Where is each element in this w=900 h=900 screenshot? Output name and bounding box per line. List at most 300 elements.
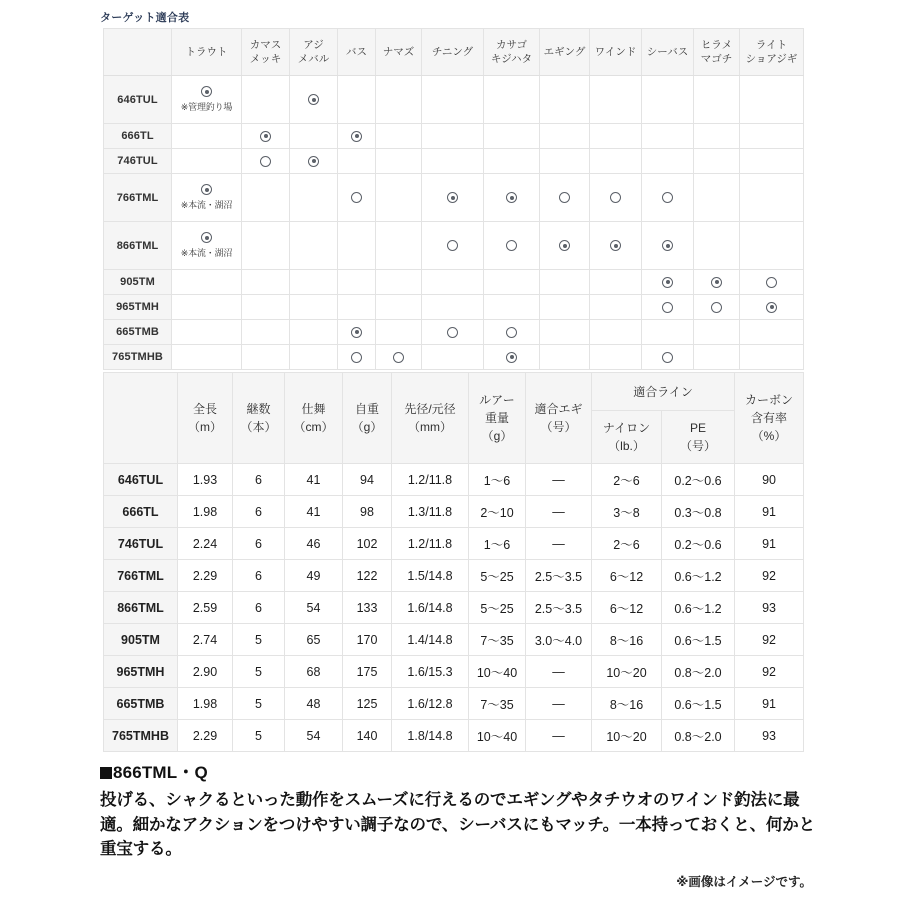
target-cell xyxy=(376,270,422,295)
target-row-model: 905TM xyxy=(104,270,172,295)
table-row xyxy=(104,320,804,345)
spec-col-collapsed-l1: 仕舞 xyxy=(301,402,326,416)
target-cell xyxy=(242,149,290,174)
spec-col-nylon-l2: （lb.） xyxy=(608,439,645,453)
spec-col-pieces xyxy=(233,373,285,464)
spec-cell-collapsed: 54 xyxy=(285,720,343,752)
description-title xyxy=(100,763,822,783)
spec-cell-length: 2.29 xyxy=(178,720,233,752)
spec-row-model: 866TML xyxy=(104,592,178,624)
table-row xyxy=(104,464,804,496)
double-circle-icon xyxy=(559,240,570,251)
target-cell xyxy=(422,345,484,370)
target-cell xyxy=(242,345,290,370)
spec-cell-carbon: 91 xyxy=(735,688,804,720)
circle-icon xyxy=(662,302,673,313)
spec-cell-egi: 2.5〜3.5 xyxy=(526,592,592,624)
spec-col-weight-l1: 自重 xyxy=(354,402,379,416)
spec-col-pe xyxy=(662,411,735,464)
table-row xyxy=(104,174,804,222)
target-col-label-line2: メッキ xyxy=(249,53,282,65)
spec-cell-nylon: 10〜20 xyxy=(592,656,662,688)
table-row xyxy=(104,624,804,656)
spec-cell-carbon: 92 xyxy=(735,624,804,656)
target-cell xyxy=(376,124,422,149)
table-row xyxy=(104,345,804,370)
target-cell xyxy=(242,76,290,124)
spec-cell-length: 1.98 xyxy=(178,496,233,528)
target-cell xyxy=(422,149,484,174)
target-cell xyxy=(740,76,804,124)
target-cell xyxy=(540,174,590,222)
target-cell xyxy=(290,222,338,270)
target-cell xyxy=(590,270,642,295)
target-cell xyxy=(484,295,540,320)
target-col-label-line1: チニング xyxy=(431,45,474,58)
table-row xyxy=(104,149,804,174)
target-cell-note: ※管理釣り場 xyxy=(180,102,233,112)
spec-cell-length: 2.24 xyxy=(178,528,233,560)
spec-cell-collapsed: 65 xyxy=(285,624,343,656)
target-cell xyxy=(338,295,376,320)
double-circle-icon xyxy=(201,86,212,97)
double-circle-icon xyxy=(766,302,777,313)
target-cell xyxy=(484,174,540,222)
target-cell xyxy=(338,270,376,295)
spec-col-lure-l1: ルアー xyxy=(479,393,515,407)
spec-table xyxy=(103,372,804,752)
target-col-5 xyxy=(376,29,422,76)
spec-cell-diameter: 1.6/14.8 xyxy=(392,592,469,624)
spec-cell-weight: 94 xyxy=(343,464,392,496)
spec-cell-collapsed: 49 xyxy=(285,560,343,592)
target-col-label-line1: ライト xyxy=(755,38,788,51)
spec-cell-diameter: 1.2/11.8 xyxy=(392,464,469,496)
spec-col-carbon-l3: （%） xyxy=(751,429,787,443)
spec-cell-length: 2.90 xyxy=(178,656,233,688)
spec-cell-weight: 98 xyxy=(343,496,392,528)
target-cell xyxy=(740,174,804,222)
target-cell xyxy=(422,270,484,295)
target-cell xyxy=(484,320,540,345)
spec-cell-length: 1.93 xyxy=(178,464,233,496)
target-row-model: 765TMHB xyxy=(104,345,172,370)
target-cell xyxy=(740,320,804,345)
target-cell xyxy=(290,270,338,295)
target-cell xyxy=(540,149,590,174)
double-circle-icon xyxy=(308,94,319,105)
target-cell xyxy=(694,124,740,149)
target-cell xyxy=(540,295,590,320)
target-cell xyxy=(484,76,540,124)
target-col-label-line1: カマス xyxy=(249,38,282,51)
spec-cell-lure: 10〜40 xyxy=(469,720,526,752)
table-row xyxy=(104,76,804,124)
spec-row-model: 665TMB xyxy=(104,688,178,720)
spec-col-pieces-l2: （本） xyxy=(240,420,277,434)
target-cell xyxy=(338,320,376,345)
spec-cell-weight: 133 xyxy=(343,592,392,624)
spec-row-model: 765TMHB xyxy=(104,720,178,752)
spec-cell-nylon: 2〜6 xyxy=(592,464,662,496)
target-cell xyxy=(290,124,338,149)
spec-col-line-group: 適合ライン xyxy=(592,373,735,411)
target-col-label-line1: ナマズ xyxy=(382,45,415,58)
spec-cell-nylon: 3〜8 xyxy=(592,496,662,528)
description-title-text: 866TML・Q xyxy=(113,763,208,782)
target-cell xyxy=(694,320,740,345)
double-circle-icon xyxy=(610,240,621,251)
spec-row-model: 666TL xyxy=(104,496,178,528)
spec-cell-diameter: 1.6/15.3 xyxy=(392,656,469,688)
target-cell xyxy=(172,295,242,320)
spec-header-row-1 xyxy=(104,373,804,411)
target-cell xyxy=(172,270,242,295)
double-circle-icon xyxy=(711,277,722,288)
spec-cell-pe: 0.6〜1.2 xyxy=(662,592,735,624)
target-row-model: 766TML xyxy=(104,174,172,222)
target-cell xyxy=(642,76,694,124)
description-block xyxy=(100,763,822,862)
target-cell xyxy=(540,222,590,270)
spec-cell-collapsed: 68 xyxy=(285,656,343,688)
target-row-model: 646TUL xyxy=(104,76,172,124)
target-header-row xyxy=(104,29,804,76)
table-row xyxy=(104,270,804,295)
spec-cell-weight: 125 xyxy=(343,688,392,720)
circle-icon xyxy=(766,277,777,288)
spec-cell-lure: 10〜40 xyxy=(469,656,526,688)
target-col-label-line1: トラウト xyxy=(185,45,228,58)
target-cell xyxy=(590,76,642,124)
spec-cell-pieces: 5 xyxy=(233,624,285,656)
target-col-7 xyxy=(484,29,540,76)
spec-cell-carbon: 91 xyxy=(735,496,804,528)
target-row-model: 746TUL xyxy=(104,149,172,174)
spec-cell-pieces: 6 xyxy=(233,592,285,624)
circle-icon xyxy=(711,302,722,313)
target-cell xyxy=(642,149,694,174)
spec-cell-length: 2.29 xyxy=(178,560,233,592)
spec-cell-weight: 175 xyxy=(343,656,392,688)
spec-table-head xyxy=(104,373,804,464)
target-cell xyxy=(338,222,376,270)
target-cell xyxy=(642,124,694,149)
spec-cell-pe: 0.8〜2.0 xyxy=(662,720,735,752)
target-cell xyxy=(540,270,590,295)
target-cell xyxy=(338,124,376,149)
spec-cell-weight: 102 xyxy=(343,528,392,560)
spec-cell-egi: 3.0〜4.0 xyxy=(526,624,592,656)
target-cell xyxy=(590,149,642,174)
spec-cell-egi: 2.5〜3.5 xyxy=(526,560,592,592)
target-col-label-line2: キジハタ xyxy=(490,53,533,65)
target-col-12 xyxy=(740,29,804,76)
target-cell xyxy=(540,124,590,149)
target-cell xyxy=(290,76,338,124)
table-row xyxy=(104,496,804,528)
spec-row-model: 746TUL xyxy=(104,528,178,560)
target-cell xyxy=(422,295,484,320)
target-cell xyxy=(694,345,740,370)
target-cell xyxy=(642,270,694,295)
target-col-label-line1: アジ xyxy=(303,38,324,51)
target-cell xyxy=(290,295,338,320)
target-cell xyxy=(484,222,540,270)
circle-icon xyxy=(610,192,621,203)
target-cell xyxy=(242,174,290,222)
spec-col-weight-l2: （g） xyxy=(351,420,383,434)
spec-col-egi xyxy=(526,373,592,464)
target-cell xyxy=(376,320,422,345)
spec-cell-nylon: 10〜20 xyxy=(592,720,662,752)
spec-cell-lure: 5〜25 xyxy=(469,592,526,624)
spec-col-lure-l2: 重量 xyxy=(484,411,509,425)
spec-cell-nylon: 8〜16 xyxy=(592,688,662,720)
target-cell xyxy=(376,174,422,222)
target-cell xyxy=(290,149,338,174)
spec-cell-nylon: 8〜16 xyxy=(592,624,662,656)
target-cell xyxy=(694,295,740,320)
target-cell xyxy=(484,345,540,370)
circle-icon xyxy=(447,240,458,251)
target-compatibility-table xyxy=(103,28,804,370)
target-cell xyxy=(642,295,694,320)
target-col-2 xyxy=(242,29,290,76)
circle-icon xyxy=(506,240,517,251)
target-col-8 xyxy=(540,29,590,76)
target-cell xyxy=(590,222,642,270)
spec-col-nylon xyxy=(592,411,662,464)
spec-cell-lure: 5〜25 xyxy=(469,560,526,592)
spec-cell-nylon: 2〜6 xyxy=(592,528,662,560)
spec-col-egi-l1: 適合エギ xyxy=(534,402,583,416)
double-circle-icon xyxy=(662,277,673,288)
target-cell-note: ※本流・湖沼 xyxy=(180,248,233,258)
target-col-6 xyxy=(422,29,484,76)
spec-cell-carbon: 92 xyxy=(735,656,804,688)
spec-cell-lure: 7〜35 xyxy=(469,624,526,656)
spec-cell-pieces: 5 xyxy=(233,688,285,720)
target-cell xyxy=(422,174,484,222)
spec-col-pe-l1: PE xyxy=(690,421,707,435)
spec-cell-lure: 2〜10 xyxy=(469,496,526,528)
table-row xyxy=(104,688,804,720)
spec-cell-nylon: 6〜12 xyxy=(592,592,662,624)
spec-cell-egi: — xyxy=(526,688,592,720)
double-circle-icon xyxy=(506,192,517,203)
table-row xyxy=(104,592,804,624)
double-circle-icon xyxy=(351,327,362,338)
target-cell xyxy=(172,320,242,345)
table-row xyxy=(104,222,804,270)
spec-cell-egi: — xyxy=(526,528,592,560)
target-cell xyxy=(740,222,804,270)
table-row xyxy=(104,560,804,592)
double-circle-icon xyxy=(351,131,362,142)
square-bullet-icon xyxy=(100,767,112,779)
target-cell xyxy=(172,174,242,222)
spec-cell-pieces: 6 xyxy=(233,560,285,592)
spec-row-model: 766TML xyxy=(104,560,178,592)
circle-icon xyxy=(662,352,673,363)
target-cell xyxy=(242,124,290,149)
spec-cell-carbon: 90 xyxy=(735,464,804,496)
target-cell xyxy=(376,345,422,370)
table-row xyxy=(104,528,804,560)
spec-col-weight xyxy=(343,373,392,464)
target-cell xyxy=(590,295,642,320)
spec-cell-pe: 0.3〜0.8 xyxy=(662,496,735,528)
spec-col-nylon-l1: ナイロン xyxy=(602,421,651,435)
target-col-label-line1: ワインド xyxy=(594,45,637,58)
spec-col-carbon-l1: カーボン xyxy=(745,393,794,407)
target-cell xyxy=(242,222,290,270)
target-table-head xyxy=(104,29,804,76)
spec-cell-diameter: 1.4/14.8 xyxy=(392,624,469,656)
target-cell xyxy=(694,76,740,124)
spec-cell-lure: 1〜6 xyxy=(469,464,526,496)
target-cell xyxy=(376,222,422,270)
spec-col-diameter-l2: （mm） xyxy=(408,420,452,434)
target-cell xyxy=(172,149,242,174)
double-circle-icon xyxy=(662,240,673,251)
circle-icon xyxy=(447,327,458,338)
target-col-4 xyxy=(338,29,376,76)
double-circle-icon xyxy=(201,232,212,243)
target-cell xyxy=(540,320,590,345)
target-cell xyxy=(422,320,484,345)
spec-cell-carbon: 91 xyxy=(735,528,804,560)
target-cell xyxy=(376,76,422,124)
target-cell xyxy=(290,174,338,222)
spec-row-model: 965TMH xyxy=(104,656,178,688)
spec-table-body xyxy=(104,464,804,752)
target-cell xyxy=(642,320,694,345)
target-cell xyxy=(422,222,484,270)
spec-cell-pieces: 6 xyxy=(233,528,285,560)
target-cell xyxy=(338,149,376,174)
target-cell xyxy=(242,320,290,345)
spec-col-diameter-l1: 先径/元径 xyxy=(404,402,456,416)
target-col-10 xyxy=(642,29,694,76)
spec-cell-diameter: 1.6/12.8 xyxy=(392,688,469,720)
target-row-model: 866TML xyxy=(104,222,172,270)
spec-row-model: 905TM xyxy=(104,624,178,656)
spec-cell-collapsed: 41 xyxy=(285,464,343,496)
spec-col-carbon-l2: 含有率 xyxy=(751,411,788,425)
spec-cell-weight: 140 xyxy=(343,720,392,752)
spec-cell-diameter: 1.2/11.8 xyxy=(392,528,469,560)
target-table-body xyxy=(104,76,804,370)
spec-col-collapsed-l2: （cm） xyxy=(293,420,334,434)
target-cell xyxy=(376,149,422,174)
circle-icon xyxy=(351,192,362,203)
spec-cell-collapsed: 54 xyxy=(285,592,343,624)
spec-cell-pieces: 5 xyxy=(233,656,285,688)
spec-col-length-l2: （m） xyxy=(188,420,222,434)
target-col-11 xyxy=(694,29,740,76)
spec-cell-egi: — xyxy=(526,464,592,496)
table-row xyxy=(104,124,804,149)
target-cell xyxy=(590,174,642,222)
target-col-3 xyxy=(290,29,338,76)
spec-col-collapsed xyxy=(285,373,343,464)
spec-cell-length: 2.59 xyxy=(178,592,233,624)
target-cell-note: ※本流・湖沼 xyxy=(180,200,233,210)
target-cell xyxy=(694,270,740,295)
target-col-label-line1: シーバス xyxy=(646,45,689,58)
target-cell xyxy=(590,124,642,149)
target-cell xyxy=(740,270,804,295)
double-circle-icon xyxy=(201,184,212,195)
target-cell xyxy=(172,222,242,270)
image-footnote: ※画像はイメージです。 xyxy=(676,875,812,889)
target-table-heading: ターゲット適合表 xyxy=(100,12,190,24)
target-col-9 xyxy=(590,29,642,76)
target-cell xyxy=(422,76,484,124)
target-cell xyxy=(740,124,804,149)
target-col-label-line1: エギング xyxy=(543,45,586,58)
target-cell xyxy=(242,295,290,320)
spec-cell-weight: 122 xyxy=(343,560,392,592)
target-cell xyxy=(590,320,642,345)
target-cell xyxy=(484,124,540,149)
spec-cell-diameter: 1.8/14.8 xyxy=(392,720,469,752)
target-cell xyxy=(290,320,338,345)
spec-cell-collapsed: 48 xyxy=(285,688,343,720)
spec-cell-lure: 1〜6 xyxy=(469,528,526,560)
spec-col-pieces-l1: 継数 xyxy=(246,402,271,416)
spec-cell-nylon: 6〜12 xyxy=(592,560,662,592)
double-circle-icon xyxy=(506,352,517,363)
spec-cell-diameter: 1.5/14.8 xyxy=(392,560,469,592)
description-body: 投げる、シャクるといった動作をスムーズに行えるのでエギングやタチウオのワインド釣法に最適。細かなアクションをつけやすい調子なので、シーバスにもマッチ。一本持っておくと、何かと重宝する。 xyxy=(100,791,815,859)
target-col-label-line1: バス xyxy=(346,45,367,58)
spec-cell-lure: 7〜35 xyxy=(469,688,526,720)
spec-cell-pe: 0.2〜0.6 xyxy=(662,464,735,496)
target-cell xyxy=(172,124,242,149)
target-col-model xyxy=(104,29,172,76)
spec-col-model xyxy=(104,373,178,464)
table-row xyxy=(104,720,804,752)
circle-icon xyxy=(260,156,271,167)
spec-col-pe-l2: （号） xyxy=(680,439,717,453)
target-row-model: 665TMB xyxy=(104,320,172,345)
spec-cell-pe: 0.6〜1.2 xyxy=(662,560,735,592)
double-circle-icon xyxy=(447,192,458,203)
spec-cell-length: 2.74 xyxy=(178,624,233,656)
spec-cell-pieces: 6 xyxy=(233,464,285,496)
target-cell xyxy=(694,174,740,222)
double-circle-icon xyxy=(260,131,271,142)
spec-cell-egi: — xyxy=(526,656,592,688)
spec-cell-pe: 0.2〜0.6 xyxy=(662,528,735,560)
spec-cell-weight: 170 xyxy=(343,624,392,656)
target-col-label-line1: ヒラメ xyxy=(700,38,733,51)
target-cell xyxy=(376,295,422,320)
spec-cell-diameter: 1.3/11.8 xyxy=(392,496,469,528)
spec-col-lure-l3: （g） xyxy=(481,429,513,443)
target-cell xyxy=(338,76,376,124)
spec-col-length-l1: 全長 xyxy=(192,402,217,416)
target-col-label-line1: カサゴ xyxy=(495,38,528,51)
spec-col-carbon xyxy=(735,373,804,464)
target-cell xyxy=(172,76,242,124)
spec-cell-pe: 0.8〜2.0 xyxy=(662,656,735,688)
target-cell xyxy=(484,149,540,174)
target-cell xyxy=(740,345,804,370)
